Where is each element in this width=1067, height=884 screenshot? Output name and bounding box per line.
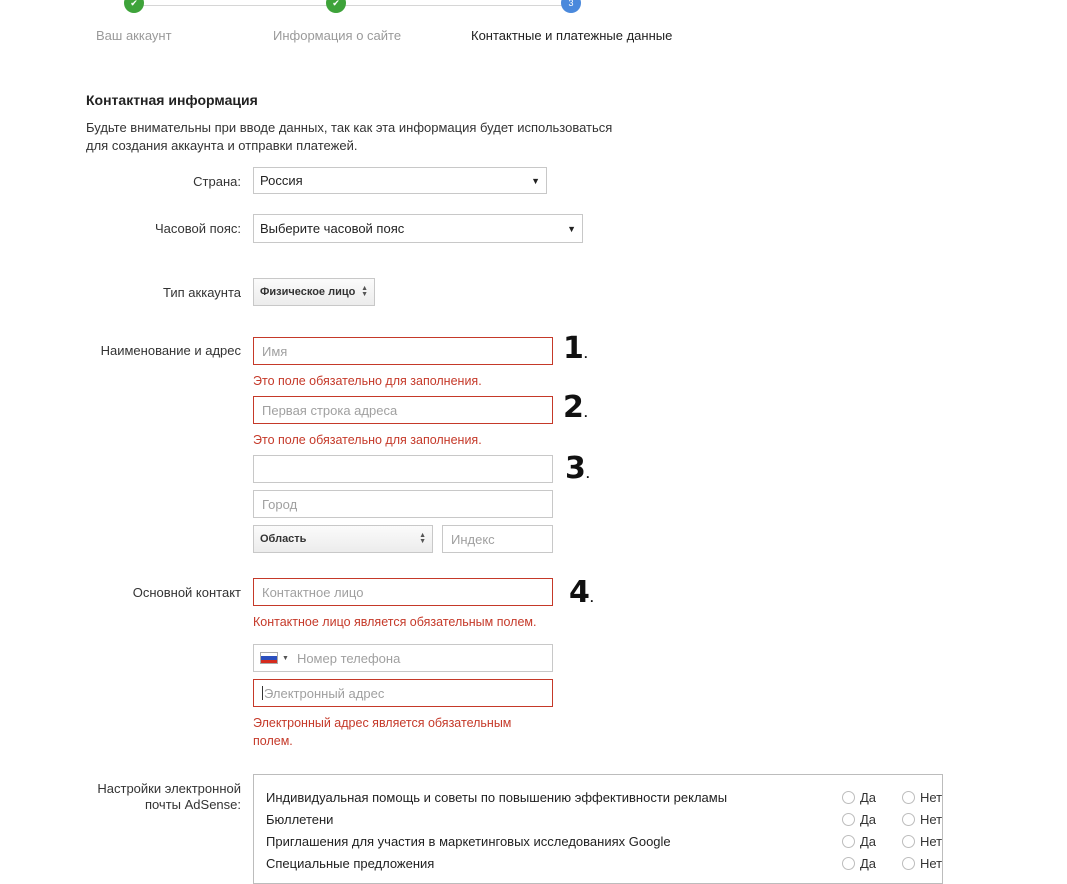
- radio-button[interactable]: [902, 835, 915, 848]
- pref-question: Индивидуальная помощь и советы по повышению эффективности рекламы: [266, 789, 728, 805]
- region-select[interactable]: [253, 525, 433, 553]
- zip-input[interactable]: [442, 525, 553, 553]
- email-prefs-box: [253, 774, 943, 884]
- pref-no-option[interactable]: [902, 790, 942, 805]
- address-line1-error: Это поле обязательно для заполнения.: [253, 433, 482, 447]
- account-type-label: Тип аккаунта: [163, 285, 241, 300]
- radio-button[interactable]: [842, 813, 855, 826]
- pref-row: [266, 809, 942, 829]
- description-line-1: Будьте внимательны при вводе данных, так как эта информация будет использоваться: [86, 120, 613, 135]
- step-1-label: Ваш аккаунт: [96, 28, 172, 43]
- pref-yes-option[interactable]: [842, 812, 876, 827]
- email-error-line-1: Электронный адрес является обязательным: [253, 716, 512, 730]
- phone-placeholder: Номер телефона: [296, 650, 401, 666]
- description-line-2: для создания аккаунта и отправки платежей.: [86, 138, 358, 153]
- city-input[interactable]: [253, 490, 553, 518]
- flag-dropdown-icon[interactable]: ▼: [282, 654, 289, 662]
- name-error: Это поле обязательно для заполнения.: [253, 374, 482, 388]
- account-type-select[interactable]: [253, 278, 375, 306]
- no-label: Нет: [920, 833, 943, 849]
- country-value: Россия: [260, 173, 303, 188]
- email-prefs-label: [41, 781, 241, 813]
- radio-button[interactable]: [902, 813, 915, 826]
- annotation-3: 3.: [565, 451, 590, 486]
- email-error: [253, 714, 511, 750]
- radio-button[interactable]: [842, 791, 855, 804]
- timezone-label: Часовой пояс:: [154, 221, 241, 236]
- timezone-select[interactable]: [253, 214, 583, 243]
- pref-row: [266, 787, 942, 807]
- dropdown-arrow-icon: ▼: [567, 223, 576, 234]
- pref-yes-option[interactable]: [842, 790, 876, 805]
- pref-no-option[interactable]: [902, 834, 942, 849]
- annotation-1: 1.: [563, 331, 588, 366]
- text-cursor: [262, 686, 263, 700]
- no-label: Нет: [920, 811, 943, 827]
- step-2-label: Информация о сайте: [273, 28, 402, 43]
- contact-label: Основной контакт: [132, 585, 241, 600]
- country-label: Страна:: [193, 174, 241, 189]
- address-line2-input[interactable]: [253, 455, 553, 483]
- updown-arrows-icon: ▲ ▼: [361, 285, 368, 298]
- step-2-check-icon: ✔: [326, 0, 346, 13]
- annotation-1-text: 1: [563, 331, 584, 366]
- pref-question: Специальные предложения: [266, 855, 435, 871]
- step-1-check-icon: ✔: [124, 0, 144, 13]
- step-connector: [134, 5, 336, 6]
- yes-label: Да: [860, 789, 877, 805]
- annotation-3-text: 3: [565, 451, 586, 486]
- name-input[interactable]: [253, 337, 553, 365]
- no-label: Нет: [920, 789, 943, 805]
- russia-flag-icon[interactable]: [260, 652, 278, 664]
- address-line1-input[interactable]: [253, 396, 553, 424]
- city-placeholder: Город: [262, 496, 298, 512]
- yes-label: Да: [860, 855, 877, 871]
- pref-row: [266, 831, 942, 851]
- step-connector: [336, 5, 570, 6]
- pref-yes-option[interactable]: [842, 856, 876, 871]
- dropdown-arrow-icon: ▼: [531, 175, 540, 186]
- annotation-4: 4.: [569, 575, 594, 610]
- phone-input[interactable]: [253, 644, 553, 672]
- account-type-value: Физическое лицо: [260, 286, 356, 298]
- timezone-value: Выберите часовой пояс: [260, 221, 405, 236]
- pref-no-option[interactable]: [902, 856, 942, 871]
- yes-label: Да: [860, 833, 877, 849]
- contact-person-placeholder: Контактное лицо: [262, 584, 364, 600]
- email-input[interactable]: [253, 679, 553, 707]
- pref-yes-option[interactable]: [842, 834, 876, 849]
- pref-no-option[interactable]: [902, 812, 942, 827]
- step-3-number: 3: [561, 0, 581, 13]
- step-3-label: Контактные и платежные данные: [471, 28, 673, 43]
- updown-arrows-icon: ▲ ▼: [419, 532, 426, 545]
- address-line1-placeholder: Первая строка адреса: [262, 402, 398, 418]
- radio-button[interactable]: [902, 857, 915, 870]
- pref-question: Бюллетени: [266, 811, 334, 827]
- email-placeholder: Электронный адрес: [264, 685, 385, 701]
- email-prefs-label-line-2: почты AdSense:: [144, 797, 241, 812]
- email-error-line-2: полем.: [253, 734, 293, 748]
- zip-placeholder: Индекс: [451, 531, 495, 547]
- contact-person-error: Контактное лицо является обязательным полем.: [253, 615, 537, 629]
- no-label: Нет: [920, 855, 943, 871]
- email-prefs-label-line-1: Настройки электронной: [97, 781, 241, 796]
- annotation-2: 2.: [563, 390, 588, 425]
- name-placeholder: Имя: [262, 343, 288, 359]
- pref-row: [266, 853, 942, 873]
- yes-label: Да: [860, 811, 877, 827]
- annotation-2-text: 2: [563, 390, 584, 425]
- section-description: [86, 119, 646, 155]
- annotation-4-text: 4: [569, 575, 590, 610]
- section-title: Контактная информация: [86, 92, 258, 108]
- region-value: Область: [260, 533, 307, 545]
- pref-question: Приглашения для участия в маркетинговых исследованиях Google: [266, 833, 671, 849]
- radio-button[interactable]: [842, 857, 855, 870]
- radio-button[interactable]: [902, 791, 915, 804]
- country-select[interactable]: [253, 167, 547, 194]
- address-label: Наименование и адрес: [100, 343, 241, 358]
- contact-person-input[interactable]: [253, 578, 553, 606]
- radio-button[interactable]: [842, 835, 855, 848]
